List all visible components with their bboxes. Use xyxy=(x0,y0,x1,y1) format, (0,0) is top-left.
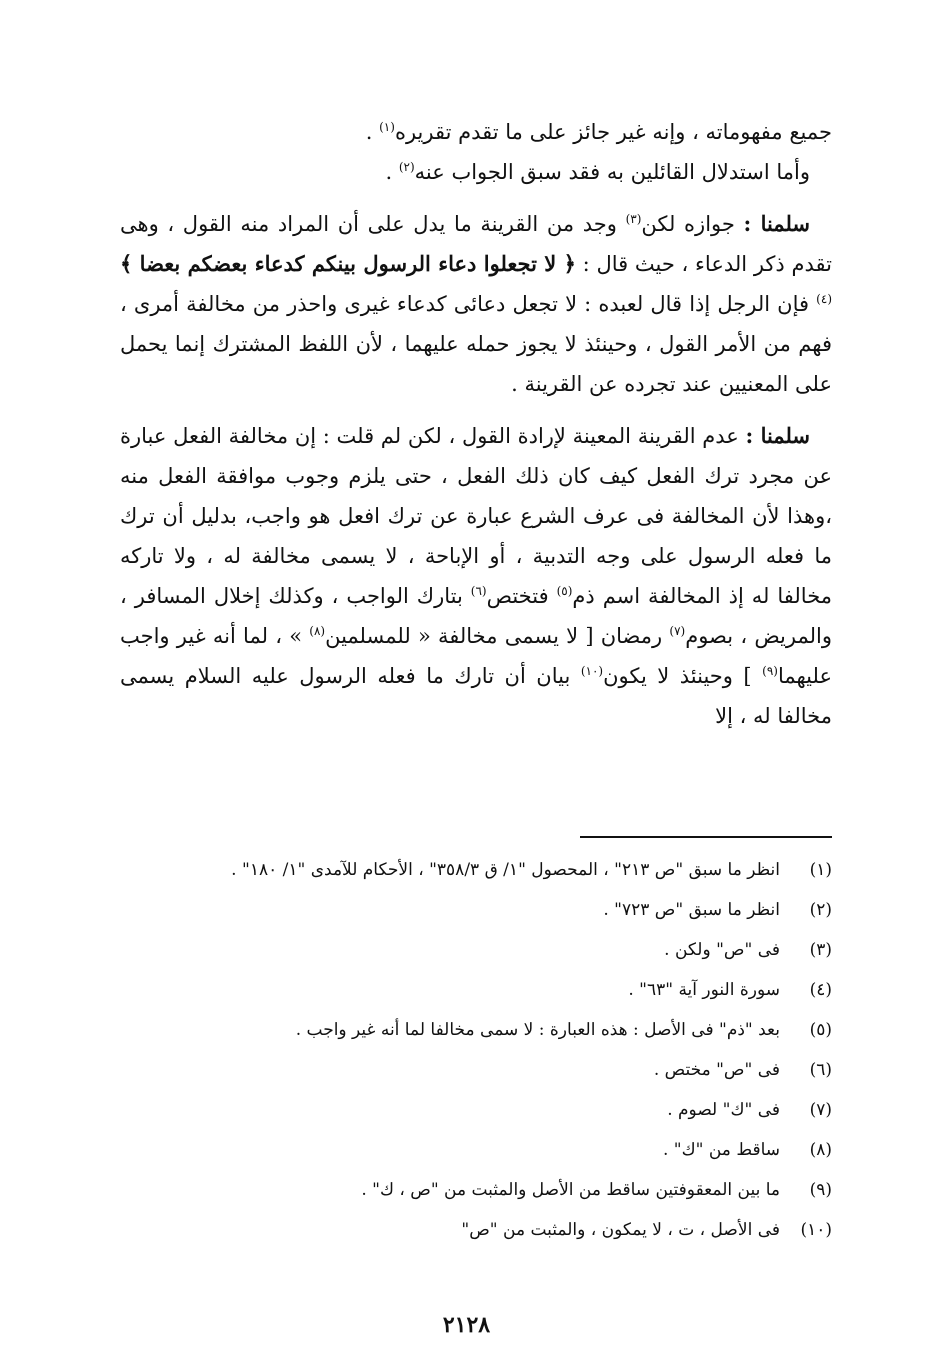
footnote-item xyxy=(120,1010,832,1050)
text-run: وأما استدلال القائلين به فقد سبق الجواب عنه xyxy=(414,160,810,184)
text-run: . xyxy=(365,120,380,144)
footnote-separator xyxy=(580,836,832,838)
footnote-text: فى الأصل ، ت ، لا يمكون ، والمثبت من "ص" xyxy=(461,1220,780,1240)
paragraph-3 xyxy=(120,204,832,404)
footnote-text: سورة النور آية "٦٣" . xyxy=(628,980,780,1000)
lead-word: سلمنا : xyxy=(745,423,810,448)
footnote-ref: (٦) xyxy=(470,584,487,598)
text-run: ] وحينئذ لا يكون xyxy=(603,664,763,688)
footnote-text: فى "ك" لصوم . xyxy=(667,1100,780,1120)
footnote-number: (١) xyxy=(809,860,832,880)
footnote-item xyxy=(120,890,832,930)
text-run: رمضان [ لا يسمى مخالفة « للمسلمين xyxy=(325,624,670,648)
footnote-item xyxy=(120,930,832,970)
footnote-number: (٣) xyxy=(809,940,832,960)
footnote-number: (٢) xyxy=(809,900,832,920)
footnote-text: انظر ما سبق "ص ٧٢٣" . xyxy=(603,900,780,920)
footnote-number: (٧) xyxy=(809,1100,832,1120)
text-run: فإن الرجل إذا قال لعبده : لا تجعل دعائى كدعاء غيرى واحذر من مخالفة أمرى ، فهم من الأمر القول ، وحينئذ لا يجوز حمله عليهما ، لأن اللفظ المشترك إنما يحمل على المعنيين عند تجرده عن القرينة . xyxy=(120,292,832,396)
footnote-text: فى "ص" مختص . xyxy=(653,1060,780,1080)
footnote-ref: (٢) xyxy=(398,160,415,174)
lead-word: سلمنا : xyxy=(743,211,810,236)
footnote-ref: (٩) xyxy=(762,664,778,678)
footnote-ref: (٥) xyxy=(556,584,573,598)
footnote-number: (١٠) xyxy=(800,1220,832,1240)
footnote-number: (٨) xyxy=(809,1140,832,1160)
text-run: جميع مفهوماته ، وإنه غير جائز على ما تقدم تقريره xyxy=(394,120,832,144)
text-run: جوازه لكن xyxy=(641,212,744,236)
text-run: » ، لما أنه غير واجب عليهما xyxy=(120,624,832,688)
footnote-ref: (٧) xyxy=(669,624,686,638)
footnote-item xyxy=(120,1210,832,1250)
footnote-number: (٤) xyxy=(809,980,832,1000)
footnote-number: (٦) xyxy=(809,1060,832,1080)
text-run: فتختص xyxy=(486,584,557,608)
footnotes xyxy=(120,850,832,1250)
footnote-item xyxy=(120,1090,832,1130)
footnote-item xyxy=(120,850,832,890)
footnote-ref: (١) xyxy=(379,120,395,134)
text-run: عدم القرينة المعينة لإرادة القول ، لكن لم قلت : إن مخالفة الفعل عبارة عن مجرد ترك الفعل كيف كان ذلك الفعل ، حتى يلزم وجوب موافقة الفعل منه ،وهذا لأن المخالفة فى عرف الشرع عبارة عن ترك افعل هو واجب، بدليل أن ترك ما فعله الرسول على وجه التدبية ، أو الإباحة ، لا يسمى مخالفة له ، ولا تاركه مخالفا له إذ المخالفة اسم ذم xyxy=(120,424,832,608)
paragraph-2 xyxy=(120,152,832,192)
footnote-item xyxy=(120,970,832,1010)
text-run: وجد من القرينة ما يدل على أن المراد منه القول ، وهى تقدم ذكر الدعاء ، حيث قال : xyxy=(120,212,832,276)
text-run: بيان أن تارك ما فعله الرسول عليه السلام يسمى مخالفا له ، إلا xyxy=(120,664,832,728)
page-number: ٢١٢٨ xyxy=(442,1312,491,1338)
text-run: بتارك الواجب ، وكذلك إخلال المسافر ، والمريض ، بصوم xyxy=(120,584,832,648)
footnote-ref: (٤) xyxy=(816,292,832,306)
footnote-ref: (٣) xyxy=(625,212,642,226)
footnote-item xyxy=(120,1130,832,1170)
footnote-ref: (٨) xyxy=(309,624,326,638)
footnote-ref: (١٠) xyxy=(580,664,604,678)
footnote-number: (٥) xyxy=(809,1020,832,1040)
quran-verse: ﴿ لا تجعلوا دعاء الرسول بينكم كدعاء بعضكم بعضا ﴾ xyxy=(120,251,576,276)
footnote-number: (٩) xyxy=(809,1180,832,1200)
footnote-item xyxy=(120,1050,832,1090)
footnote-text: ساقط من "ك" . xyxy=(663,1140,780,1160)
footnote-text: انظر ما سبق "ص ٢١٣" ، المحصول "١/ ق ٣٥٨/٣" ، الأحكام للآمدى "١/ ١٨٠" . xyxy=(231,860,780,880)
footnote-item xyxy=(120,1170,832,1210)
main-text xyxy=(120,112,832,736)
footnote-text: ما بين المعقوفتين ساقط من الأصل والمثبت من "ص ، ك" . xyxy=(361,1180,780,1200)
paragraph-1 xyxy=(120,112,832,152)
paragraph-4 xyxy=(120,416,832,736)
footnote-text: فى "ص" ولكن . xyxy=(664,940,780,960)
text-run: . xyxy=(385,160,399,184)
footnote-text: بعد "ذم" فى الأصل : هذه العبارة : لا سمى مخالفا لما أنه غير واجب . xyxy=(295,1020,780,1040)
